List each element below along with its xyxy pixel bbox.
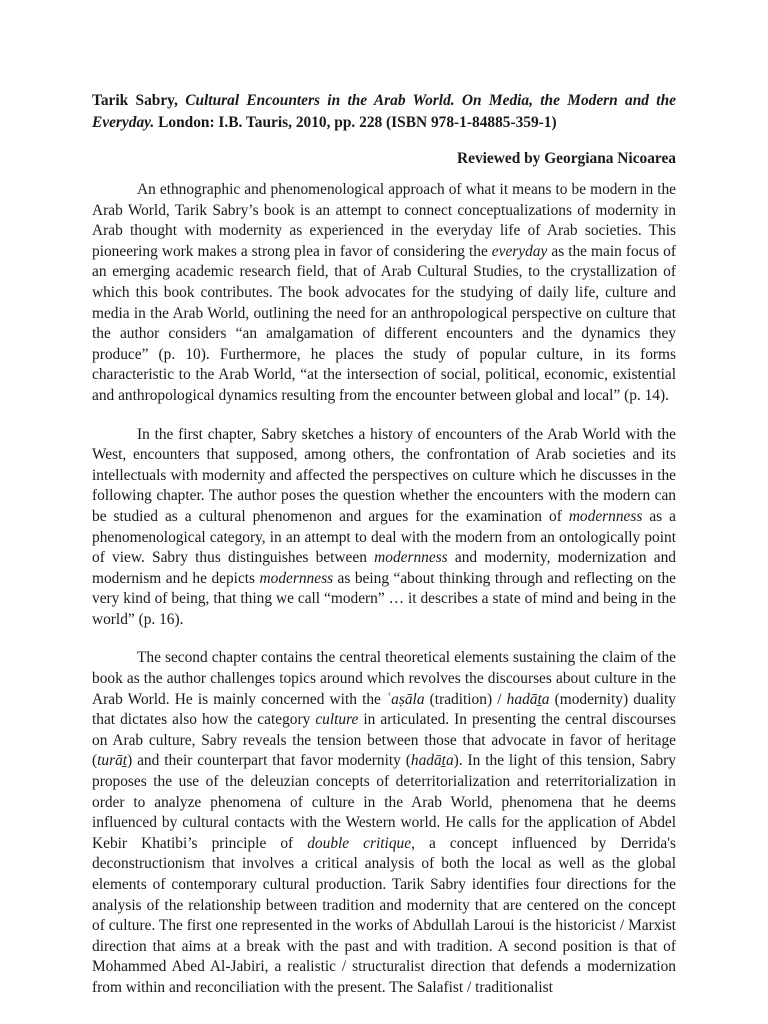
reviewer-line: Reviewed by Georgiana Nicoarea — [457, 150, 676, 167]
paragraph-2 — [92, 425, 676, 631]
paragraph-3-text: (modernity) duality that dictates also how the category — [92, 690, 677, 729]
paragraph-2-text: as a phenomenological category, in an attempt to deal with the modern from an ontologically point of view. Sabry thus distinguishes between — [92, 507, 676, 567]
paragraph-3-italic: double critique — [307, 834, 412, 852]
paragraph-3 — [92, 648, 676, 998]
paragraph-1-text: as the main focus of an emerging academic research field, that of Arab Cultural Studies, to the crystallization of which this book contributes. The book advocates for the studying of daily life, culture and media in the Arab World, outlining the need for an anthropological perspective on culture that the author considers “an amalgamation of different encounters and the dynamics they produce” (p. 10). Furthermore, he places the study of popular culture, in its forms characteristic to the Arab World, “at the intersection of social, political, economic, existential and anthropological dynamics resulting from the encounter between global and local” (p. 14). — [92, 242, 676, 404]
paragraph-3-italic: hadāṯa — [410, 752, 454, 770]
paragraph-3-italic: hadāṯa — [506, 690, 550, 708]
paragraph-2-italic: modernness — [374, 549, 448, 567]
paragraph-3-italic: turāṯ — [97, 752, 128, 770]
paragraph-2-italic: modernness — [259, 569, 334, 587]
citation-author: Tarik Sabry, — [92, 92, 178, 109]
paragraph-3-italic: culture — [315, 711, 359, 729]
paragraph-1-text: An ethnographic and phenomenological approach of what it means to be modern in the Arab World, Tarik Sabry’s book is an attempt to connect conceptualizations of modernity in Arab thought with modernity as experienced in the everyday life of Arab societies. This pioneering work makes a strong plea in favor of considering the — [92, 181, 676, 260]
citation-publication: London: I.B. Tauris, 2010, pp. 228 (ISBN 978-1-84885-359-1) — [158, 114, 557, 131]
citation-title: Cultural Encounters in the Arab World. On Media, the Modern and the Everyday. — [92, 92, 676, 131]
paragraph-3-text: ) and their counterpart that favor modernity ( — [127, 752, 411, 770]
paragraph-2-text: as being “about thinking through and reflecting on the very kind of being, that thing we call “modern” … it describes a state of mind and being in the world” (p. 16). — [92, 569, 677, 628]
paragraph-1 — [92, 180, 676, 407]
paragraph-2-italic: modernness — [568, 507, 643, 525]
paragraph-3-text: in articulated. In presenting the central discourses on Arab culture, Sabry reveals the tension between those that advocate in favor of heritage ( — [92, 711, 676, 770]
paragraph-2-text: In the first chapter, Sabry sketches a history of encounters of the Arab World with the West, encounters that supposed, among others, the confrontation of Arab societies and its intellectuals with modernity and affected the perspectives on culture which he discusses in the following chapter. The author poses the question whether the encounters with the modern can be studied as a cultural phenomenon and argues for the examination of — [92, 425, 676, 525]
paragraph-3-text: ). In the light of this tension, Sabry proposes the use of the deleuzian concepts of deterritorialization and reterritorialization in order to analyze phenomena of culture in the Arab World, phenomena that he deems influenced by cultural contacts with the Western world. He calls for the application of Abdel Kebir Khatibi’s principle of — [92, 752, 676, 852]
book-citation — [92, 90, 676, 134]
paragraph-3-italic: ʿaṣāla — [386, 690, 425, 708]
paragraph-2-text: and modernity, modernization and modernism and he depicts — [92, 549, 677, 587]
paragraph-1-italic: everyday — [491, 242, 548, 260]
paragraph-3-text: The second chapter contains the central theoretical elements sustaining the claim of the book as the author challenges topics around which revolves the discourses about culture in the Arab World. He is mainly concerned with the — [92, 649, 676, 708]
paragraph-3-text: (tradition) / — [424, 690, 507, 708]
paragraph-3-text: , a concept influenced by Derrida's deconstructionism that involves a critical analysis of both the local as well as the global elements of contemporary cultural production. Tarik Sabry identifies four directions for the analysis of the relationship between tradition and modernity that are centered on the concept of culture. The first one represented in the works of Abdullah Laroui is the historicist / Marxist direction that aims at a break with the past and with tradition. A second position is that of Mohammed Abed Al-Jabiri, a realistic / structuralist direction that defends a modernization from within and reconciliation with the present. The Salafist / traditionalist — [92, 834, 676, 996]
